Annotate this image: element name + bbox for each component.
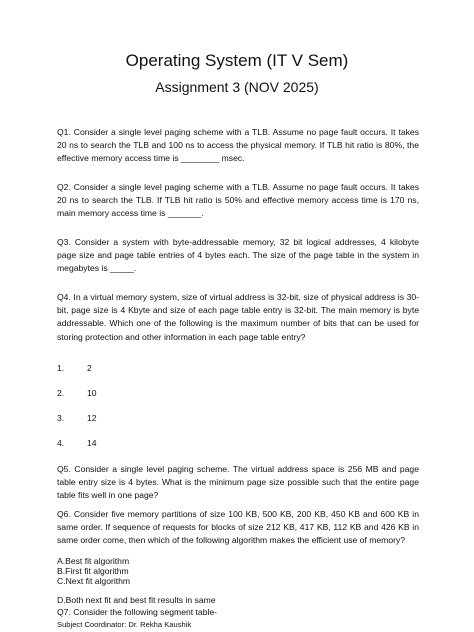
assignment-subtitle: Assignment 3 (NOV 2025): [155, 79, 319, 95]
q6-choice: A.Best fit algorithm: [57, 556, 130, 566]
question-3: Q3. Consider a system with byte-addressable memory, 32 bit logical addresses, 4 kilobyte page size and page table entries of 4 bytes each. The size of the page table in the system in megabytes is _____.: [57, 237, 419, 274]
question-4: Q4. In a virtual memory system, size of virtual address is 32-bit, size of physical address is 30-bit, page size is 4 Kbyte and size of each page table entry is 32-bit. The main memory is byte addressable. Which one of the following is the maximum number of bits that can be used for storing protection and other information in each page table entry?: [57, 292, 419, 342]
q6-choice: D.Both next fit and best fit results in same: [57, 595, 216, 605]
question-6: Q6. Consider five memory partitions of size 100 KB, 500 KB, 200 KB, 450 KB and 600 KB in same order. If sequence of requests for blocks of size 212 KB, 417 KB, 112 KB and 426 KB in same order come, then which of the following algorithm makes the efficient use of memory?: [57, 509, 419, 546]
document-title: Operating System (IT V Sem): [125, 51, 349, 70]
q4-option-value: 2: [87, 363, 92, 373]
q4-option-number: 2.: [57, 388, 65, 398]
q6-choice: C.Next fit algorithm: [57, 576, 131, 586]
question-2: Q2. Consider a single level paging scheme with a TLB. Assume no page fault occurs. It takes 20 ns to search the TLB. If TLB hit ratio is 50% and effective memory access time is 170 ns, main memory access time is _______.: [57, 182, 419, 219]
q4-option-number: 3.: [57, 413, 65, 423]
question-1: Q1. Consider a single level paging scheme with a TLB. Assume no page fault occurs. It takes 20 ns to search the TLB and 100 ns to access the physical memory. If TLB hit ratio is 80%, the effective memory access time is ________ msec.: [57, 127, 419, 164]
q4-option-value: 10: [87, 388, 97, 398]
q6-choice: B.First fit algorithm: [57, 566, 129, 576]
question-7: Q7. Consider the following segment table-: [57, 607, 218, 617]
q4-option-number: 4.: [57, 438, 65, 448]
q4-option-value: 12: [87, 413, 97, 423]
question-5: Q5. Consider a single level paging scheme. The virtual address space is 256 MB and page table entry size is 4 bytes. What is the minimum page size possible such that the entire page table fits well in one page?: [57, 464, 419, 501]
q4-option-number: 1.: [57, 363, 65, 373]
q4-option-value: 14: [87, 438, 97, 448]
subject-coordinator-footer: Subject Coordinator: Dr. Rekha Kaushik: [57, 620, 192, 629]
